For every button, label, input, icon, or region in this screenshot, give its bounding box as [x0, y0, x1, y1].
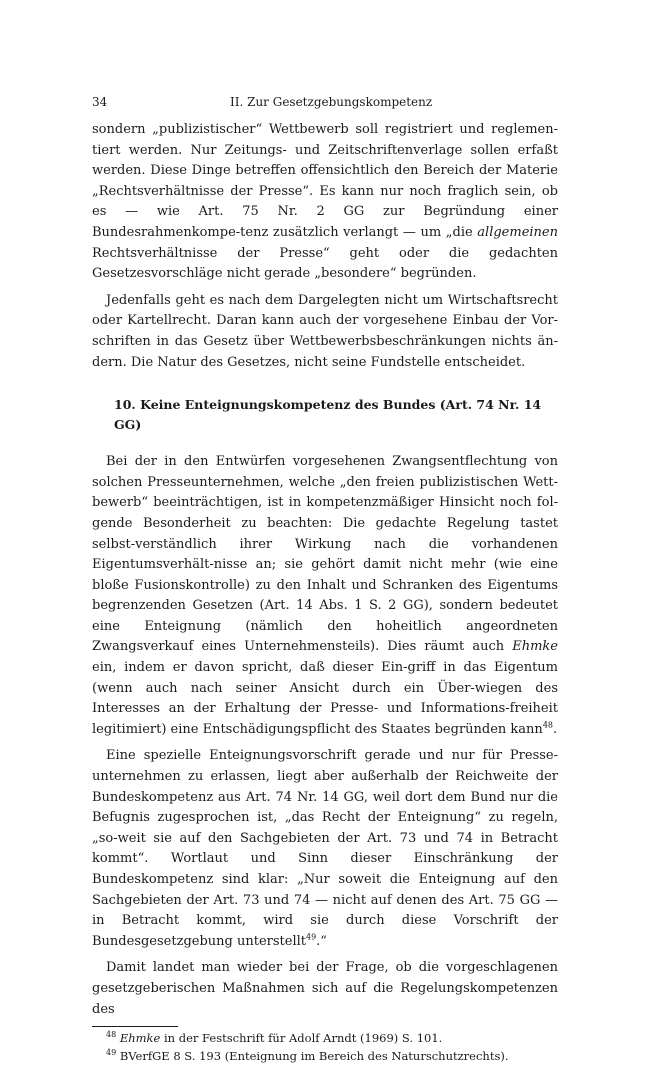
paragraph-3-emphasis: Ehmke	[512, 639, 558, 655]
book-page	[92, 92, 558, 1065]
paragraph-3-tail: ein, indem er davon spricht, daß dieser Ein-griff in das Eigentum (wenn auch nach seiner Ansicht durch ein Über-wiegen des Interesses an der Erhaltung der Presse- und Informations-freiheit legitimiert) eine Entschädigungspflicht des Staates begründen kann	[92, 660, 558, 737]
paragraph-1-text: sondern „publizistischer“ Wettbewerb soll registriert und reglemen-tiert werden. Nur Zeitungs- und Zeitschriftenverlage sollen erfaßt werden. Diese Dinge betreffen offensichtlich den Bereich der Materie „Rechtsverhältnisse der Presse“. Es kann nur noch fraglich sein, ob es — wie Art. 75 Nr. 2 GG zur Begründung einer Bundesrahmenkompe-tenz zusätzlich verlangt — um „die	[92, 122, 558, 240]
footnote-48	[92, 1029, 558, 1047]
footnotes	[92, 1029, 558, 1065]
footnote-49-number: 49	[106, 1048, 117, 1058]
page-number: 34	[92, 95, 108, 109]
paragraph-3	[92, 452, 558, 740]
footnote-49	[92, 1047, 558, 1065]
footnote-49-text: BVerfGE 8 S. 193 (Enteignung im Bereich des Naturschutzrechts).	[119, 1049, 509, 1064]
paragraph-3-end: .	[553, 721, 558, 737]
paragraph-1	[92, 120, 558, 285]
paragraph-1-tail: Rechtsverhältnisse der Presse“ geht oder die gedachten Gesetzesvorschläge nicht gerade „besondere“ begründen.	[92, 245, 558, 282]
running-title: II. Zur Gesetzgebungskompetenz	[230, 95, 433, 109]
paragraph-4-text: Eine spezielle Enteignungsvorschrift gerade und nur für Presse-unternehmen zu erlassen, liegt aber außerhalb der Reichweite der Bundeskompetenz aus Art. 74 Nr. 14 GG, weil dort dem Bund nur die Befugnis zugesprochen ist, „das Recht der Enteignung“ zu regeln, „so-weit sie auf den Sachgebieten der Art. 73 und 74 in Betracht kommt“. Wortlaut und Sinn dieser Einschränkung der Bundeskompetenz sind klar: „Nur soweit die Enteignung auf den Sachgebieten der Art. 73 und 74 — nicht auf denen des Art. 75 GG — in Betracht kommt, wird sie durch diese Vorschrift der Bundesgesetzgebung unterstellt	[92, 748, 558, 949]
paragraph-1-emphasis: allgemeinen	[477, 224, 558, 240]
paragraph-4-end: .“	[316, 933, 327, 949]
paragraph-2: Jedenfalls geht es nach dem Dargelegten nicht um Wirtschaftsrecht oder Kartellrecht. Daran kann auch der vorgesehene Einbau der Vor-schriften in das Gesetz über Wettbewerbsbeschränkungen nichts än-dern. Die Natur des Gesetzes, nicht seine Fundstelle entscheidet.	[92, 292, 558, 370]
paragraph-3-text: Bei der in den Entwürfen vorgesehenen Zwangsentflechtung von solchen Presseunternehmen, welche „den freien publizistischen Wett-bewerb“ beeinträchtigen, ist in kompetenzmäßiger Hinsicht noch fol-gende Besonderheit zu beachten: Die gedachte Regelung tastet selbst-verständlich ihrer Wirkung nach die vorhandenen Eigentumsverhält-nisse an; sie gehört damit nicht mehr (wie eine bloße Fusionskontrolle) zu den Inhalt und Schranken des Eigentums begrenzenden Gesetzen (Art. 14 Abs. 1 S. 2 GG), sondern bedeutet eine Enteignung (nämlich den hoheitlich angeordneten Zwangsverkauf eines Unternehmensteils). Dies räumt auch	[92, 454, 558, 655]
footnote-48-emphasis: Ehmke	[119, 1031, 161, 1046]
footnote-48-number: 48	[106, 1030, 117, 1040]
footnote-ref-48[interactable]: 48	[542, 720, 553, 730]
paragraph-5: Damit landet man wieder bei der Frage, ob die vorgeschlagenen gesetzgeberischen Maßnahmen sich auf die Regelungskompetenzen des	[92, 960, 558, 1017]
footnote-divider	[92, 1026, 178, 1027]
section-heading: 10. Keine Enteignungskompetenz des Bundes (Art. 74 Nr. 14 GG)	[114, 397, 542, 433]
footnote-48-text: in der Festschrift für Adolf Arndt (1969) S. 101.	[163, 1031, 443, 1046]
footnote-ref-49[interactable]: 49	[305, 932, 317, 942]
body-text	[92, 120, 558, 1020]
paragraph-4	[92, 746, 558, 952]
running-head	[92, 92, 558, 112]
